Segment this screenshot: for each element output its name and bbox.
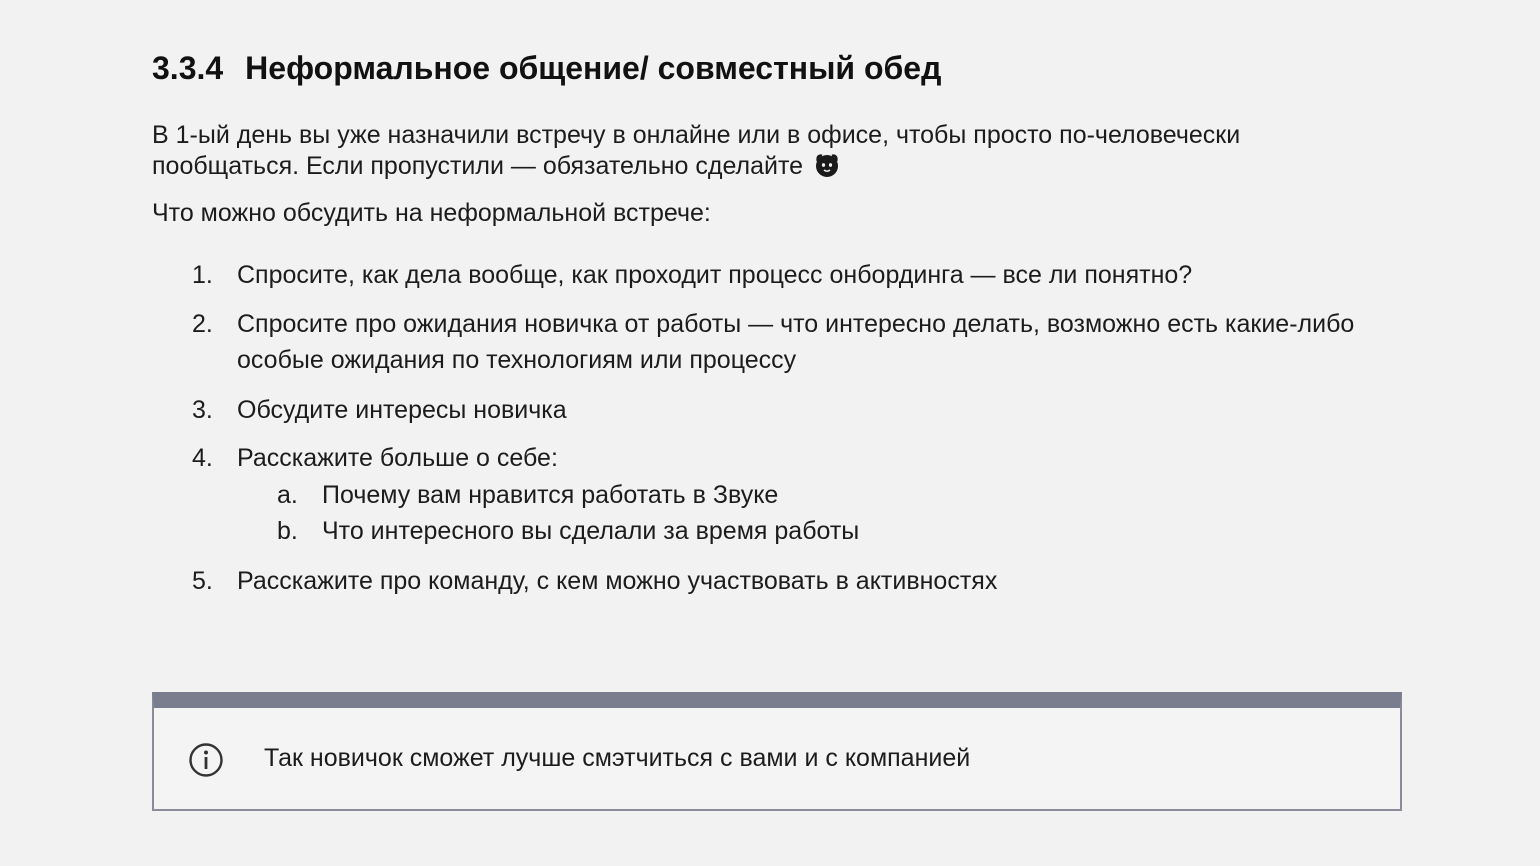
callout-text: Так новичок сможет лучше смэтчиться с вами и с компанией <box>264 744 971 772</box>
list-text-line-1: Спросите про ожидания новичка от работы — что интересно делать, возможно есть какие-либо <box>237 310 1355 338</box>
info-icon <box>188 742 224 778</box>
section-title: Неформальное общение/ совместный обед <box>245 50 942 86</box>
list-text: Расскажите про команду, с кем можно участвовать в активностях <box>237 567 998 595</box>
list-number: 5. <box>192 567 213 595</box>
list-text <box>237 306 1397 378</box>
sub-list-letter: a. <box>277 481 298 509</box>
list-number: 1. <box>192 261 213 289</box>
list-lead: Что можно обсудить на неформальной встрече: <box>152 199 711 227</box>
list-text: Спросите, как дела вообще, как проходит процесс онбординга — все ли понятно? <box>237 261 1193 289</box>
list-number: 3. <box>192 396 213 424</box>
list-number: 4. <box>192 444 213 472</box>
info-callout <box>152 692 1402 811</box>
section-number: 3.3.4 <box>152 50 224 86</box>
sub-list-text: Почему вам нравится работать в Звуке <box>322 481 779 509</box>
document-page <box>152 0 1402 866</box>
sub-list-text: Что интересного вы сделали за время работы <box>322 517 860 545</box>
intro-line-1: В 1-ый день вы уже назначили встречу в онлайне или в офисе, чтобы просто по-человечески <box>152 121 1241 149</box>
sub-list-letter: b. <box>277 517 298 545</box>
section-heading <box>152 50 941 87</box>
list-number: 2. <box>192 310 213 338</box>
intro-paragraph <box>152 120 1352 182</box>
list-text: Расскажите больше о себе: <box>237 444 558 472</box>
list-text: Обсудите интересы новичка <box>237 396 567 424</box>
intro-line-2: пообщаться. Если пропустили — обязательно сделайте <box>152 152 804 180</box>
list-text-line-2: особые ожидания по технологиям или процессу <box>237 346 797 374</box>
smiley-emoji-icon <box>814 152 840 178</box>
